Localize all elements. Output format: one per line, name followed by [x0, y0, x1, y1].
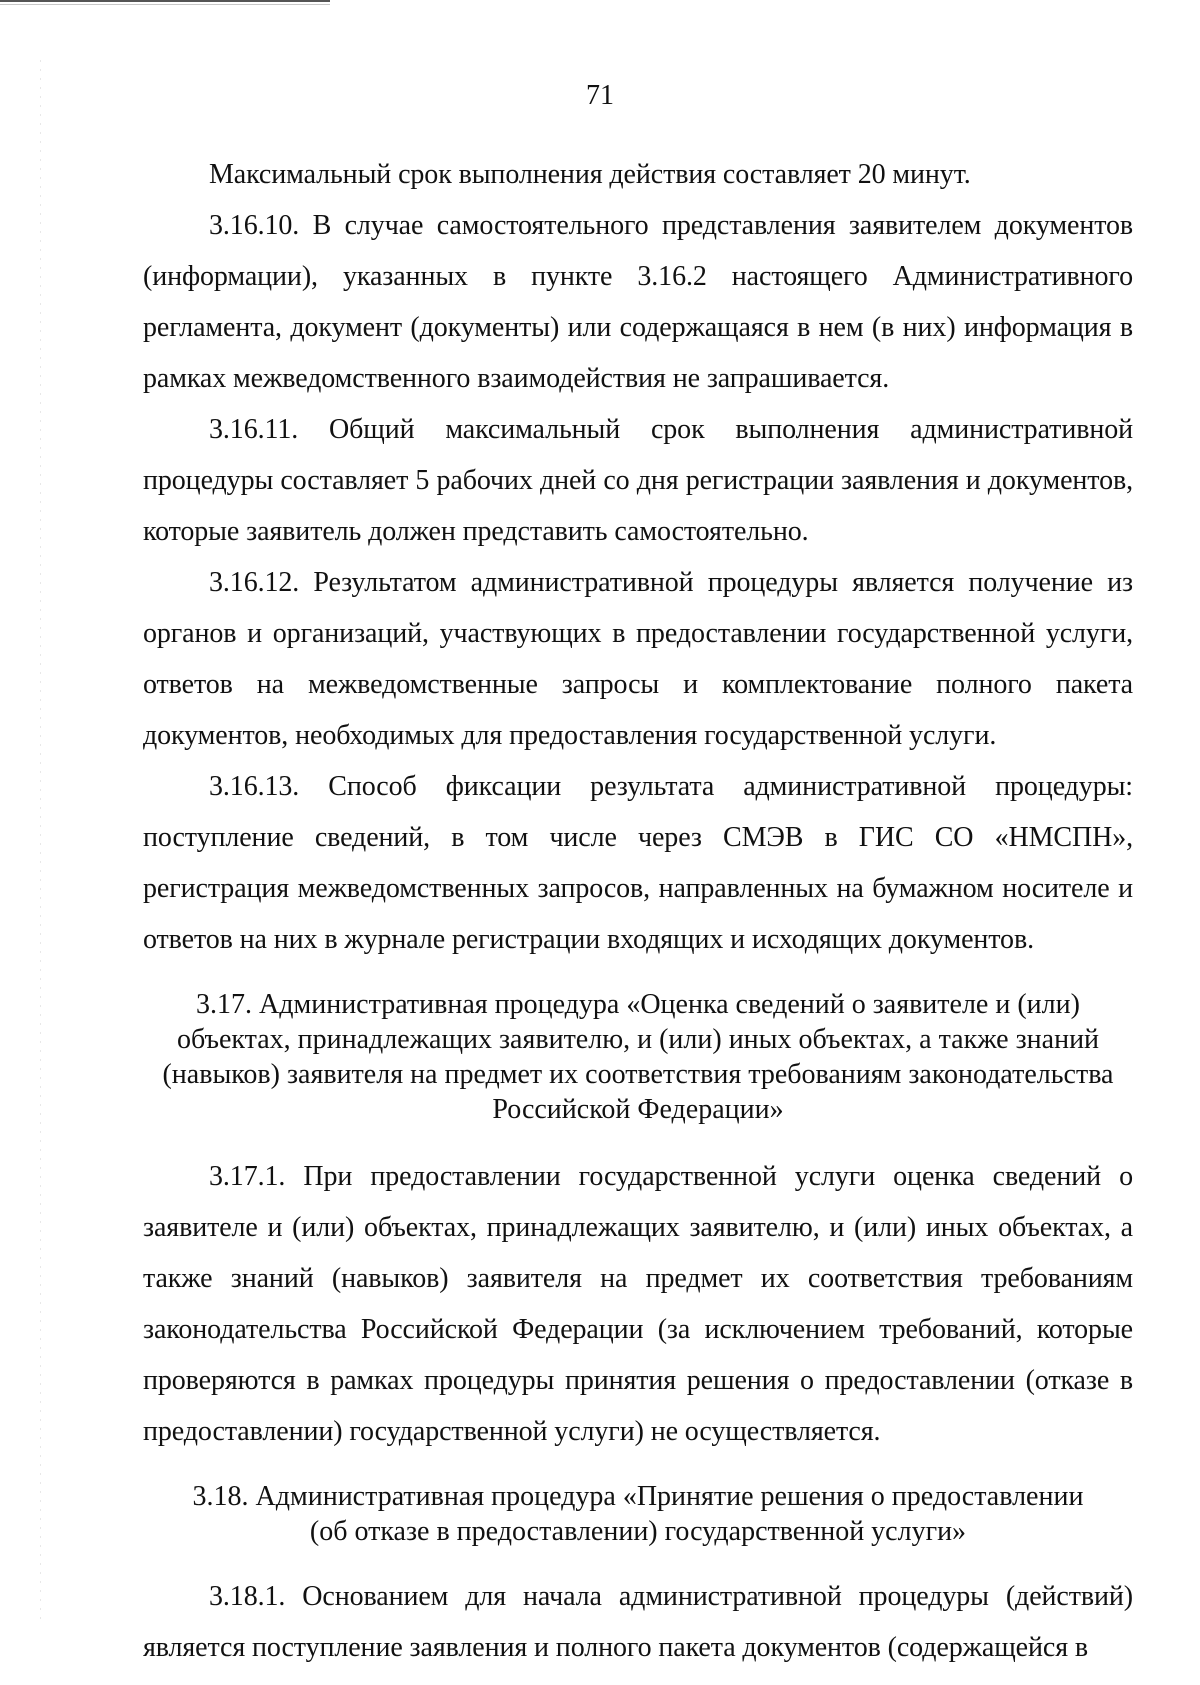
paragraph-3-16-11: 3.16.11. Общий максимальный срок выполнения административной процедуры составляет 5 рабочих дней со дня регистрации заявления и документов, которые заявитель должен представить самостоятельно.	[143, 414, 1133, 547]
heading-line: Российской Федерации»	[492, 1094, 784, 1125]
spacer	[143, 1127, 1133, 1151]
section-heading-3-18	[143, 1479, 1133, 1549]
heading-line: (об отказе в предоставлении) государственной услуги»	[309, 1516, 967, 1547]
spacer	[143, 1457, 1133, 1479]
paragraph-3-16-12: 3.16.12. Результатом административной процедуры является получение из органов и организаций, участвующих в предоставлении государственной услуги, ответов на межведомственные запросы и комплектование полного пакета документов, необходимых для предоставления государственной услуги.	[143, 567, 1133, 751]
heading-line: объектах, принадлежащих заявителю, и (или) иных объектах, а также знаний	[176, 1024, 1100, 1055]
heading-line: (навыков) заявителя на предмет их соответствия требованиям законодательства	[162, 1059, 1114, 1090]
paragraph-3-17-1: 3.17.1. При предоставлении государственной услуги оценка сведений о заявителе и (или) объектах, принадлежащих заявителю, и (или) иных объектах, а также знаний (навыков) заявителя на предмет их соответствия требованиям законодательства Российской Федерации (за исключением требований, которые проверяются в рамках процедуры принятия решения о предоставлении (отказе в предоставлении) государственной услуги) не осуществляется.	[143, 1161, 1133, 1447]
spacer	[143, 1549, 1133, 1571]
paragraph-3-18-1: 3.18.1. Основанием для начала административной процедуры (действий) является поступление заявления и полного пакета документов (содержащейся в	[143, 1581, 1133, 1663]
heading-line: 3.18. Административная процедура «Принятие решения о предоставлении	[192, 1481, 1084, 1512]
paragraph-3-16-10: 3.16.10. В случае самостоятельного представления заявителем документов (информации), указанных в пункте 3.16.2 настоящего Административного регламента, документ (документы) или содержащаяся в нем (в них) информация в рамках межведомственного взаимодействия не запрашивается.	[143, 210, 1133, 394]
page-number: 71	[586, 80, 614, 111]
paragraph-max-time: Максимальный срок выполнения действия составляет 20 минут.	[209, 159, 971, 190]
scan-edge-speckle	[40, 60, 41, 1620]
heading-line: 3.17. Административная процедура «Оценка сведений о заявителе и (или)	[196, 989, 1080, 1020]
spacer	[143, 965, 1133, 987]
paragraph-3-16-13: 3.16.13. Способ фиксации результата административной процедуры: поступление сведений, в том числе через СМЭВ в ГИС СО «НМСПН», регистрация межведомственных запросов, направленных на бумажном носителе и ответов на них в журнале регистрации входящих и исходящих документов.	[143, 771, 1133, 955]
top-edge-rule	[0, 0, 330, 2]
document-body	[143, 149, 1133, 1673]
section-heading-3-17	[143, 987, 1133, 1127]
top-edge-rule-faint	[0, 4, 330, 5]
